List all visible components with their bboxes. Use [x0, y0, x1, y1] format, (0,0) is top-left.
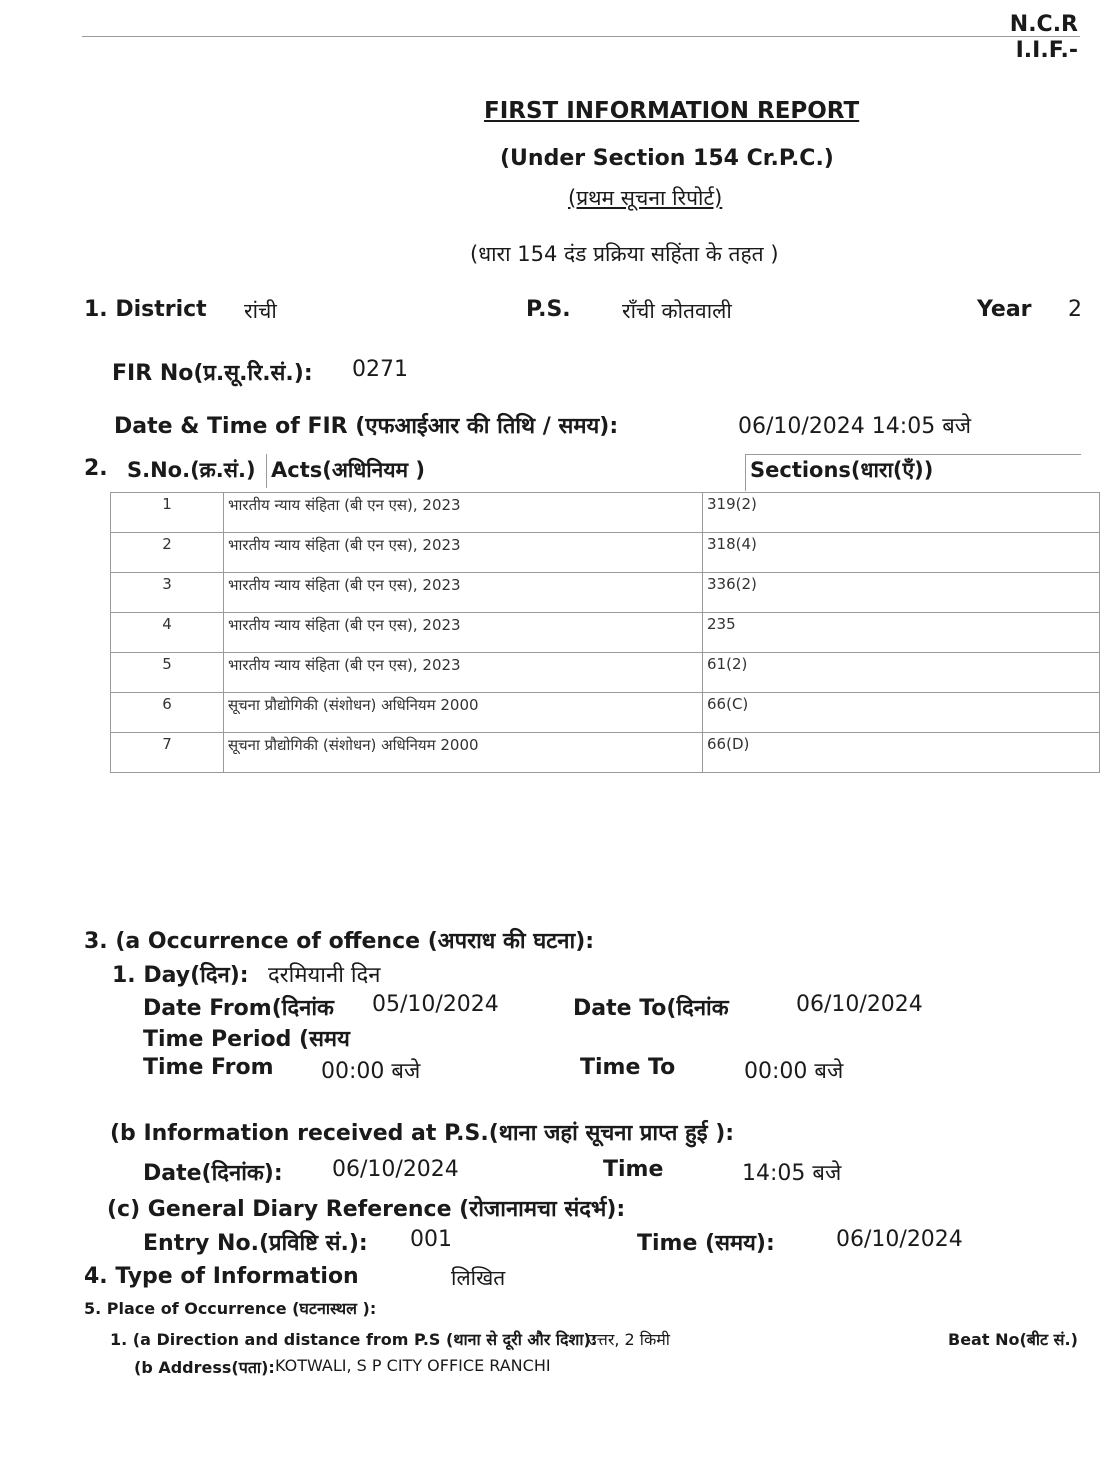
table-row — [111, 533, 1100, 573]
act-cell: भारतीय न्याय संहिता (बी एन एस), 2023 — [224, 573, 703, 613]
time-from-value: 00:00 बजे — [321, 1059, 421, 1084]
general-diary-heading: (c) General Diary Reference (रोजानामचा संदर्भ): — [107, 1197, 626, 1222]
date-to-value: 06/10/2024 — [796, 992, 923, 1017]
section-cell: 66(D) — [703, 733, 1100, 773]
fir-datetime-value: 06/10/2024 14:05 बजे — [738, 414, 972, 439]
acts-table — [110, 492, 1100, 773]
place-of-occurrence-label: 5. Place of Occurrence (घटनास्थल ): — [84, 1299, 377, 1318]
section-cell: 319(2) — [703, 493, 1100, 533]
table-row — [111, 573, 1100, 613]
sno-cell: 7 — [111, 733, 224, 773]
direction-distance-value: उत्तर, 2 किमी — [588, 1330, 670, 1349]
col-header-sno: S.No.(क्र.सं.) — [127, 458, 256, 482]
sno-cell: 2 — [111, 533, 224, 573]
address-value: KOTWALI, S P CITY OFFICE RANCHI — [275, 1356, 551, 1375]
act-cell: भारतीय न्याय संहिता (बी एन एस), 2023 — [224, 653, 703, 693]
section-cell: 336(2) — [703, 573, 1100, 613]
header-divider — [266, 454, 267, 488]
section-cell: 61(2) — [703, 653, 1100, 693]
act-cell: भारतीय न्याय संहिता (बी एन एस), 2023 — [224, 533, 703, 573]
fir-datetime-label: Date & Time of FIR (एफआईआर की तिथि / समय): — [114, 414, 619, 439]
direction-distance-label: 1. (a Direction and distance from P.S (थाना से दूरी और दिशा): — [110, 1330, 598, 1349]
day-value: दरमियानी दिन — [268, 963, 381, 988]
entry-no-value: 001 — [410, 1227, 452, 1252]
occurrence-heading: 3. (a Occurrence of offence (अपराध की घटना): — [84, 929, 595, 954]
entry-no-label: Entry No.(प्रविष्टि सं.): — [143, 1231, 368, 1256]
section-cell: 318(4) — [703, 533, 1100, 573]
date-to-label: Date To(दिनांक — [573, 996, 729, 1021]
form-code — [1010, 12, 1078, 64]
fir-no-label: FIR No(प्र.सू.रि.सं.): — [112, 361, 313, 386]
sno-cell: 6 — [111, 693, 224, 733]
top-rule — [82, 36, 1080, 37]
time-to-value: 00:00 बजे — [744, 1059, 844, 1084]
act-cell: भारतीय न्याय संहिता (बी एन एस), 2023 — [224, 493, 703, 533]
section-cell: 66(C) — [703, 693, 1100, 733]
sno-cell: 5 — [111, 653, 224, 693]
table-row — [111, 653, 1100, 693]
date-from-label: Date From(दिनांक — [143, 996, 334, 1021]
day-label: 1. Day(दिन): — [112, 963, 249, 988]
ps-label: P.S. — [526, 297, 571, 322]
report-subtitle-hindi: (धारा 154 दंड प्रक्रिया सहिंता के तहत ) — [470, 242, 779, 266]
gd-time-label: Time (समय): — [637, 1231, 775, 1256]
sno-cell: 1 — [111, 493, 224, 533]
district-label: 1. District — [84, 297, 207, 322]
sno-cell: 3 — [111, 573, 224, 613]
col-header-sections: Sections(धारा(एँ)) — [750, 458, 934, 482]
info-time-label: Time — [603, 1157, 664, 1182]
year-value: 2 — [1068, 297, 1082, 322]
report-title: FIRST INFORMATION REPORT — [484, 98, 860, 124]
type-of-information-label: 4. Type of Information — [84, 1264, 359, 1289]
time-period-label: Time Period (समय — [143, 1027, 350, 1052]
info-date-label: Date(दिनांक): — [143, 1161, 283, 1186]
table-row — [111, 693, 1100, 733]
beat-no-label: Beat No(बीट सं.) — [948, 1330, 1078, 1349]
sno-cell: 4 — [111, 613, 224, 653]
time-to-label: Time To — [580, 1055, 676, 1080]
info-time-value: 14:05 बजे — [742, 1161, 842, 1186]
col-header-acts: Acts(अधिनियम ) — [271, 458, 425, 482]
gd-time-value: 06/10/2024 — [836, 1227, 963, 1252]
ps-value: राँची कोतवाली — [622, 299, 732, 323]
act-cell: सूचना प्रौद्योगिकी (संशोधन) अधिनियम 2000 — [224, 733, 703, 773]
date-from-value: 05/10/2024 — [372, 992, 499, 1017]
section-2-number: 2. — [84, 456, 108, 481]
act-cell: सूचना प्रौद्योगिकी (संशोधन) अधिनियम 2000 — [224, 693, 703, 733]
table-row — [111, 613, 1100, 653]
ncr-line-1: N.C.R — [1009, 12, 1078, 37]
time-from-label: Time From — [143, 1055, 274, 1080]
report-title-hindi: (प्रथम सूचना रिपोर्ट) — [568, 186, 723, 210]
type-of-information-value: लिखित — [451, 1266, 506, 1290]
fir-no-value: 0271 — [352, 357, 408, 382]
district-value: रांची — [244, 299, 277, 323]
table-row — [111, 493, 1100, 533]
report-subtitle: (Under Section 154 Cr.P.C.) — [500, 146, 834, 171]
address-label: (b Address(पता): — [134, 1358, 275, 1377]
section-cell: 235 — [703, 613, 1100, 653]
year-label: Year — [977, 297, 1032, 322]
act-cell: भारतीय न्याय संहिता (बी एन एस), 2023 — [224, 613, 703, 653]
info-received-heading: (b Information received at P.S.(थाना जहां सूचना प्राप्त हुई ): — [110, 1121, 735, 1146]
info-date-value: 06/10/2024 — [332, 1157, 459, 1182]
table-row — [111, 733, 1100, 773]
ncr-line-2: I.I.F.- — [1015, 38, 1078, 63]
